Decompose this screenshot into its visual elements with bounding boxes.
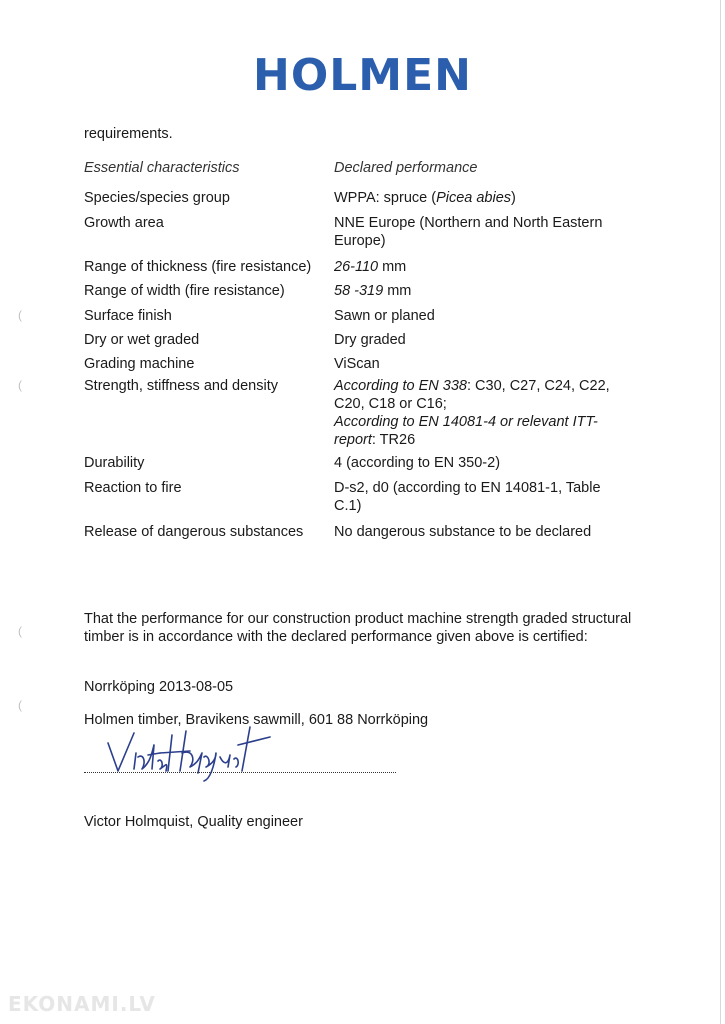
performance-machine: ViScan — [334, 356, 380, 372]
characteristic-thickness: Range of thickness (fire resistance) — [84, 259, 312, 275]
handwritten-signature — [100, 723, 290, 785]
characteristic-machine: Grading machine — [84, 356, 195, 372]
margin-mark: ( — [18, 308, 22, 322]
scan-edge — [720, 0, 721, 1024]
signature-line — [84, 772, 396, 773]
characteristic-growth-area: Growth area — [84, 215, 164, 231]
performance-thickness: 26-110 mm — [334, 259, 407, 275]
holmen-logo: HOLMEN — [253, 50, 472, 101]
characteristic-width: Range of width (fire resistance) — [84, 283, 285, 299]
performance-species: WPPA: spruce (Picea abies) — [334, 190, 516, 206]
characteristic-surface: Surface finish — [84, 308, 172, 324]
characteristic-graded: Dry or wet graded — [84, 332, 200, 348]
characteristic-strength: Strength, stiffness and density — [84, 378, 278, 394]
signer-name: Victor Holmquist, Quality engineer — [84, 814, 303, 830]
performance-dangerous: No dangerous substance to be declared — [334, 524, 592, 540]
characteristic-species: Species/species group — [84, 190, 230, 206]
performance-strength: According to EN 338: C30, C27, C24, C22, C20, C18 or C16; According to EN 14081-4 or relevant ITT-report: TR26 — [334, 378, 610, 448]
performance-surface: Sawn or planed — [334, 308, 435, 324]
intro-text: requirements. — [84, 126, 173, 142]
performance-fire: D-s2, d0 (according to EN 14081-1, Table C.1) — [334, 480, 601, 514]
header-performance: Declared performance — [334, 160, 478, 176]
margin-mark: ( — [18, 698, 22, 712]
characteristic-durability: Durability — [84, 455, 145, 471]
place-date: Norrköping 2013-08-05 — [84, 679, 234, 695]
characteristic-fire: Reaction to fire — [84, 480, 182, 496]
certification-text: That the performance for our construction product machine strength graded structural timber is in accordance with the declared performance given above is certified: — [84, 611, 632, 645]
performance-width: 58 -319 mm — [334, 283, 412, 299]
address: Holmen timber, Bravikens sawmill, 601 88 Norrköping — [84, 712, 429, 728]
performance-graded: Dry graded — [334, 332, 406, 348]
margin-mark: ( — [18, 378, 22, 392]
watermark: EKONAMI.LV — [8, 992, 156, 1016]
header-characteristics: Essential characteristics — [84, 160, 240, 176]
performance-growth-area: NNE Europe (Northern and North Eastern Europe) — [334, 215, 603, 249]
margin-mark: ( — [18, 624, 22, 638]
characteristic-dangerous: Release of dangerous substances — [84, 524, 304, 540]
performance-durability: 4 (according to EN 350-2) — [334, 455, 501, 471]
